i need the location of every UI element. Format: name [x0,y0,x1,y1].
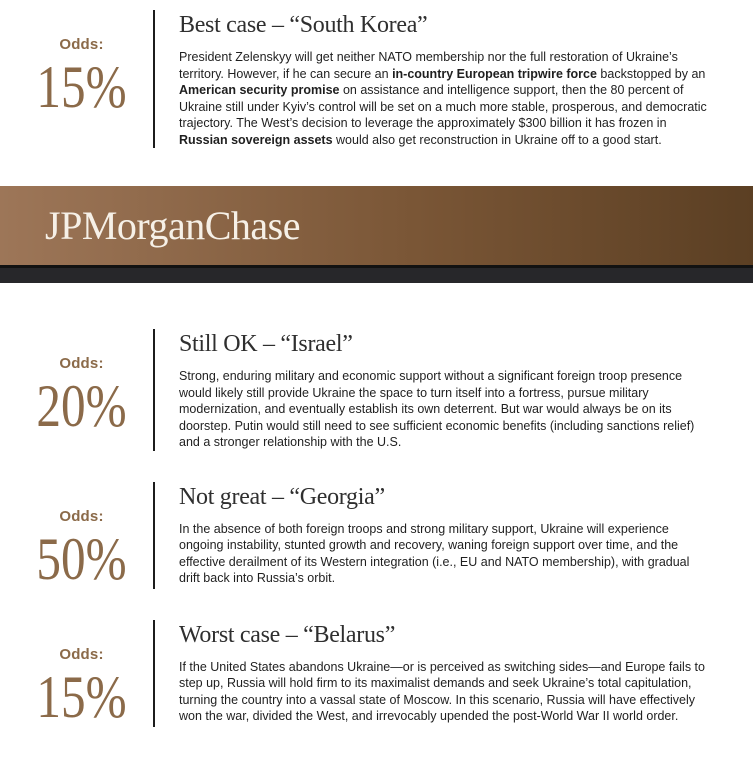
odds-block [0,10,153,148]
body-segment: backstopped by an [596,66,706,81]
jpmorganchase-banner [0,186,753,265]
jpmorganchase-logo: JPMorganChase [45,203,300,248]
odds-label: Odds: [59,645,104,663]
scenario-section-south-korea [0,10,753,148]
scenario-title: Still OK – “Israel” [179,331,353,357]
scenario-content [153,620,753,727]
scenario-body [179,49,711,148]
body-segment: Strong, enduring military and economic support without a significant foreign troop presence would likely still provide Ukraine the space to turn itself into a fortress, pursue military modernization, and eventually establish its own deterrent. But war would always be on its doorstep. Putin would still need to see sufficient economic benefits (including sanctions relief) and a stronger relationship with the U.S. [179,369,695,449]
scenario-content [153,482,753,589]
body-segment: In the absence of both foreign troops and strong military support, Ukraine will experience ongoing instability, stunted growth and recovery, waning foreign support over time, and the effective derailment of its Western integration (i.e., EU and NATO membership), with gradual drift back into Russia’s orbit. [179,521,690,585]
body-segment: would also get reconstruction in Ukraine off to a good start. [332,132,662,147]
body-segment-bold: in-country European tripwire force [392,66,597,81]
odds-block [0,482,153,592]
lower-sections [0,283,753,755]
body-segment: President Zelenskyy will get neither NATO membership nor the full restoration of Ukraine’s territory. However, if he can secure an [179,50,678,81]
scenario-section-georgia [0,482,753,592]
odds-label: Odds: [59,36,104,53]
scenario-title: Best case – “South Korea” [179,12,428,38]
odds-value: 15% [36,54,127,120]
scenario-body [179,521,711,587]
scenario-title: Worst case – “Belarus” [179,621,396,648]
banner-strip [0,265,753,283]
odds-block [0,329,153,451]
odds-label: Odds: [59,355,104,372]
scenario-section-israel [0,329,753,451]
scenario-body [179,659,711,725]
odds-label: Odds: [59,507,104,525]
scenario-section-belarus [0,620,753,730]
scenario-title: Not great – “Georgia” [179,483,385,510]
body-segment-bold: American security promise [179,83,340,97]
body-segment: If the United States abandons Ukraine—or is perceived as switching sides—and Europe fails to step up, Russia will hold firm to its maximalist demands and seek Ukraine’s total capitulation, turning the country into a vassal state of Moscow. In this scenario, Russia will have effectively won the war, divided the West, and irrevocably upended the post-World War II world order. [179,659,705,723]
odds-value: 50% [36,525,127,592]
odds-value: 15% [36,663,127,730]
odds-block [0,620,153,730]
scenario-body [179,368,711,451]
odds-value: 20% [36,373,127,439]
scenario-content [153,10,753,148]
body-segment: on assistance and intelligence support, then the 80 percent of Ukraine still under Kyiv’s control will be set on a much more stable, prosperous, and democratic trajectory. The West’s decision to leverage the approximately $300 billion it has frozen in [179,83,707,130]
scenario-content [153,329,753,451]
body-segment-bold: Russian sovereign assets [179,132,333,147]
